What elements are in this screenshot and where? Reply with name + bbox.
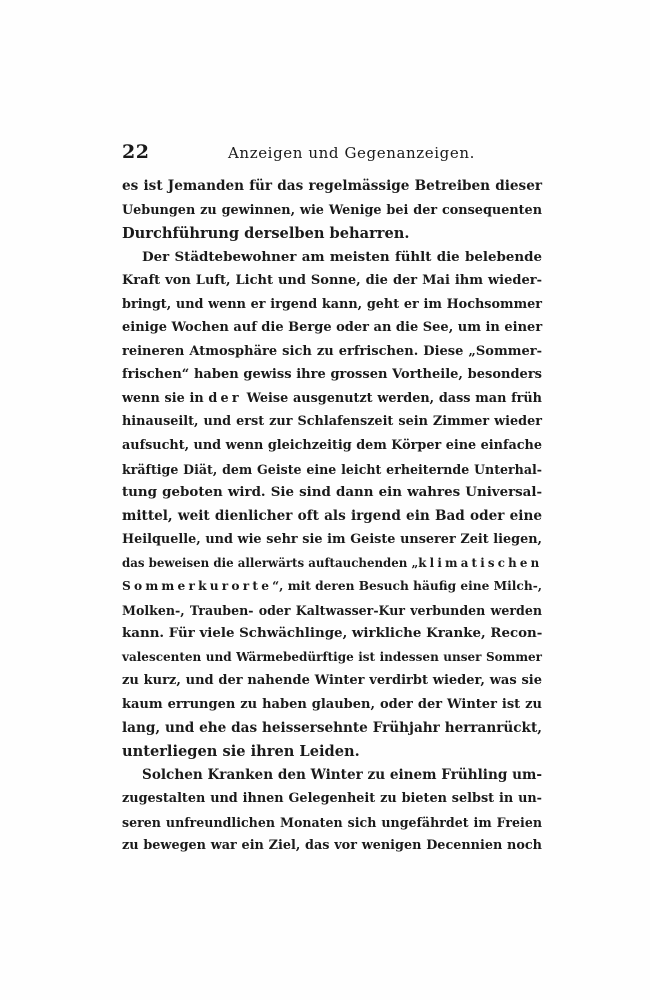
text-line: aufsucht, und wenn gleichzeitig dem Körper eine einfache (122, 438, 542, 454)
text-line: Der Städtebewohner am meisten fühlt die belebende (142, 248, 542, 265)
text-segment: Weise ausgenutzt werden, dass man früh (241, 390, 542, 406)
page-header (122, 141, 542, 171)
text-segment: “, mit deren Besuch häufig eine Milch-, (272, 579, 542, 594)
text-line: zu bewegen war ein Ziel, das vor wenigen Decennien noch (122, 838, 542, 854)
text-line: seren unfreundlichen Monaten sich ungefährdet im Freien (122, 814, 542, 830)
text-line: Solchen Kranken den Winter zu einem Frühling um- (142, 766, 542, 783)
text-line: mittel, weit dienlicher oft als irgend ein Bad oder eine (122, 507, 542, 524)
text-line: Heilquelle, und wie sehr sie im Geiste unserer Zeit liegen, (122, 532, 542, 548)
text-line: Durchführung derselben beharren. (122, 225, 410, 243)
text-line: kann. Für viele Schwächlinge, wirkliche Kranke, Recon- (122, 625, 543, 642)
spaced-word: Sommerkurorte (122, 579, 273, 594)
text-line (122, 552, 542, 576)
text-line: zugestalten und ihnen Gelegenheit zu bieten selbst in un- (122, 791, 542, 807)
text-line: bringt, und wenn er irgend kann, geht er im Hochsommer (122, 296, 542, 312)
text-segment: das beweisen die allerwärts auftauchenden „ (122, 555, 419, 570)
text-line: kaum errungen zu haben glauben, oder der Winter ist zu (122, 697, 542, 713)
text-line: reineren Atmosphäre sich zu erfrischen. Diese „Sommer- (122, 343, 542, 359)
text-line: lang, und ehe das heissersehnte Frühjahr herranrückt, (122, 719, 542, 736)
text-line: Uebungen zu gewinnen, wie Wenige bei der consequenten (122, 202, 542, 218)
text-line: zu kurz, und der nahende Winter verdirbt wieder, was sie (122, 673, 542, 689)
text-line (122, 387, 542, 411)
text-line: valescenten und Wärmebedürftige ist indessen unser Sommer (122, 649, 542, 664)
text-line: kräftige Diät, dem Geiste eine leicht erheiternde Unterhal- (122, 461, 542, 477)
text-line: Kraft von Luft, Licht und Sonne, die der Mai ihm wieder- (122, 273, 542, 289)
text-segment: wenn sie in (122, 390, 209, 406)
spaced-word: der (208, 390, 242, 406)
spaced-word: klimatischen (418, 555, 543, 570)
text-line: tung geboten wird. Sie sind dann ein wahres Universal- (122, 484, 542, 501)
running-head: Anzeigen und Gegenanzeigen. (228, 144, 475, 162)
text-line: frischen“ haben gewiss ihre grossen Vortheile, besonders (122, 367, 542, 383)
page-number: 22 (122, 141, 150, 163)
text-line: unterliegen sie ihren Leiden. (122, 743, 360, 761)
text-line: Molken-, Trauben- oder Kaltwasser-Kur verbunden werden (122, 602, 542, 618)
text-line: einige Wochen auf die Berge oder an die See, um in einer (122, 320, 543, 336)
text-line: es ist Jemanden für das regelmässige Betreiben dieser (122, 178, 542, 194)
text-line: hinauseilt, und erst zur Schlafenszeit sein Zimmer wieder (122, 414, 542, 430)
text-line (122, 575, 542, 599)
body-text (122, 175, 542, 858)
